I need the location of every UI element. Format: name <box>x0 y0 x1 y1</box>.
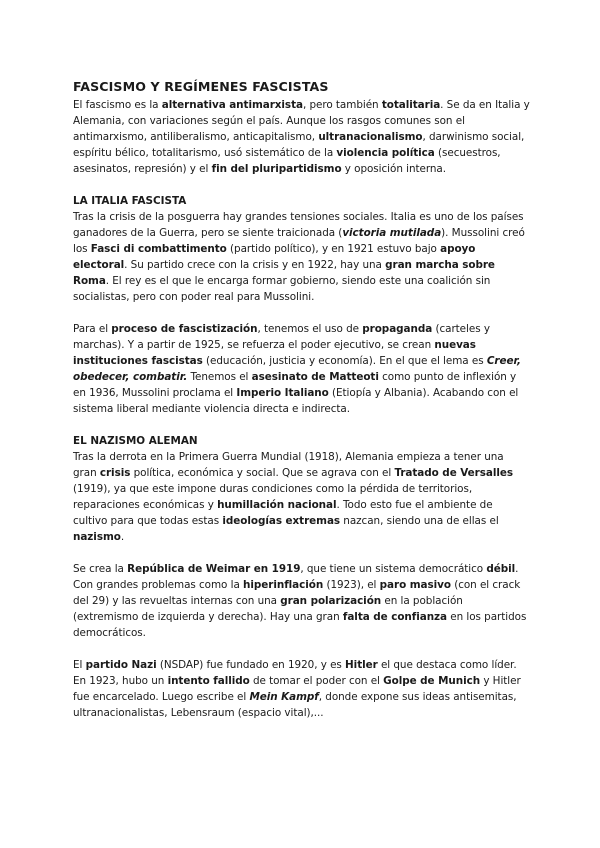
section-paragraph <box>73 657 530 721</box>
text-run: (1923), el <box>323 579 380 591</box>
section-paragraph <box>73 449 530 545</box>
bold-text-run: propaganda <box>362 323 433 335</box>
text-run: (educación, justicia y economía). En el que el lema es <box>202 355 487 367</box>
bold-text-run: Creer, obedecer, combatir. <box>73 355 521 383</box>
text-run: de tomar el poder con el <box>249 675 384 687</box>
text-run: el que destaca como líder. En 1923, hubo un <box>73 659 517 687</box>
document-title: FASCISMO Y REGÍMENES FASCISTAS <box>73 79 329 94</box>
bold-text-run: ultranacionalismo <box>318 131 423 143</box>
text-run: , que tiene un sistema democrático <box>300 563 487 575</box>
bold-text-run: alternativa antimarxista <box>161 99 303 111</box>
section-nazismo <box>73 433 530 721</box>
section-italia <box>73 193 530 417</box>
text-run: (con el crack del 29) y las revueltas internas con una <box>73 579 521 607</box>
text-run: (Etiopía y Albania). Acabando con el sistema liberal mediante violencia directa e indirecta. <box>73 387 519 415</box>
bold-text-run: gran polarización <box>280 595 382 607</box>
text-run: en los partidos democráticos. <box>73 611 527 639</box>
bold-text-run: humillación nacional <box>217 499 337 511</box>
section-paragraph <box>73 561 530 641</box>
bold-text-run: hiperinflación <box>243 579 324 591</box>
text-run: política, económica y social. Que se agrava con el <box>130 467 395 479</box>
bold-text-run: gran marcha sobre Roma <box>73 259 495 287</box>
text-run: El <box>73 659 86 671</box>
spacer <box>73 305 530 321</box>
text-run: (secuestros, asesinatos, represión) y el <box>73 147 501 175</box>
text-run: (NSDAP) fue fundado en 1920, y es <box>156 659 346 671</box>
section-paragraph <box>73 321 530 417</box>
text-run: . Con grandes problemas como la <box>73 563 519 591</box>
bold-text-run: nazismo <box>73 531 121 543</box>
text-run: . El rey es el que le encarga formar gobierno, siendo este una coalición sin socialistas, pero con poder real para Mussolini. <box>73 275 491 303</box>
text-run: nazcan, siendo una de ellas el <box>340 515 499 527</box>
text-run: , darwinismo social, espíritu bélico, totalitarismo, usó sistemático de la <box>73 131 525 159</box>
bold-text-run: Imperio Italiano <box>236 387 329 399</box>
text-run: como punto de inflexión y en 1936, Mussolini proclama el <box>73 371 517 399</box>
bold-text-run: crisis <box>99 467 131 479</box>
text-run: , tenemos el uso de <box>257 323 363 335</box>
bold-text-run: paro masivo <box>379 579 451 591</box>
text-run: y Hitler fue encarcelado. Luego escribe el <box>73 675 521 703</box>
bold-text-run: partido Nazi <box>85 659 157 671</box>
bold-text-run: débil <box>486 563 516 575</box>
bold-text-run: apoyo electoral <box>73 243 476 271</box>
spacer <box>73 545 530 561</box>
bold-text-run: República de Weimar en 1919 <box>127 563 301 575</box>
text-run: El fascismo es la <box>73 99 162 111</box>
bold-text-run: Mein Kampf <box>249 691 319 703</box>
text-run: Tras la derrota en la Primera Guerra Mundial (1918), Alemania empieza a tener una gran <box>73 451 504 479</box>
bold-text-run: Golpe de Munich <box>383 675 481 687</box>
text-run: . Todo esto fue el ambiente de cultivo para que todas estas <box>73 499 493 527</box>
text-run: (1919), ya que este impone duras condiciones como la pérdida de territorios, reparaciones económicas y <box>73 483 473 511</box>
spacer <box>73 177 530 193</box>
bold-text-run: asesinato de Matteoti <box>251 371 379 383</box>
text-run: Se crea la <box>73 563 128 575</box>
bold-text-run: nuevas instituciones fascistas <box>73 339 476 367</box>
text-run: , pero también <box>302 99 382 111</box>
text-run: , donde expone sus ideas antisemitas, ultranacionalistas, Lebensraum (espacio vital),... <box>73 691 517 719</box>
section-heading: EL NAZISMO ALEMAN <box>73 435 198 447</box>
text-run: . <box>120 531 125 543</box>
bold-text-run: totalitaria <box>381 99 441 111</box>
text-run: (carteles y marchas). Y a partir de 1925, se refuerza el poder ejecutivo, se crean <box>73 323 490 351</box>
text-run: y oposición interna. <box>341 163 446 175</box>
text-run: (partido político), y en 1921 estuvo bajo <box>226 243 441 255</box>
spacer <box>73 641 530 657</box>
bold-text-run: fin del pluripartidismo <box>211 163 342 175</box>
section-paragraph <box>73 209 530 305</box>
text-run: . Se da en Italia y Alemania, con variaciones según el país. Aunque los rasgos comunes son el antimarxismo, antiliberalismo, anticapitalismo, <box>73 99 530 143</box>
bold-text-run: intento fallido <box>167 675 250 687</box>
bold-text-run: falta de confianza <box>342 611 448 623</box>
text-run: Para el <box>73 323 112 335</box>
intro-paragraph <box>73 97 530 177</box>
bold-text-run: Hitler <box>345 659 378 671</box>
spacer <box>73 417 530 433</box>
section-heading: LA ITALIA FASCISTA <box>73 195 187 207</box>
text-run: . Su partido crece con la crisis y en 1922, hay una <box>124 259 386 271</box>
bold-text-run: proceso de fascistización <box>111 323 258 335</box>
bold-text-run: ideologías extremas <box>222 515 341 527</box>
text-run: ). Mussolini creó los <box>73 227 525 255</box>
bold-text-run: Fasci di combattimento <box>90 243 227 255</box>
bold-text-run: victoria mutilada <box>342 227 442 239</box>
bold-text-run: violencia política <box>336 147 435 159</box>
text-run: Tenemos el <box>187 371 252 383</box>
text-run: en la población (extremismo de izquierda y derecha). Hay una gran <box>73 595 463 623</box>
bold-text-run: Tratado de Versalles <box>394 467 514 479</box>
text-run: Tras la crisis de la posguerra hay grandes tensiones sociales. Italia es uno de los países ganadores de la Guerra, pero se siente traicionada ( <box>73 211 524 239</box>
